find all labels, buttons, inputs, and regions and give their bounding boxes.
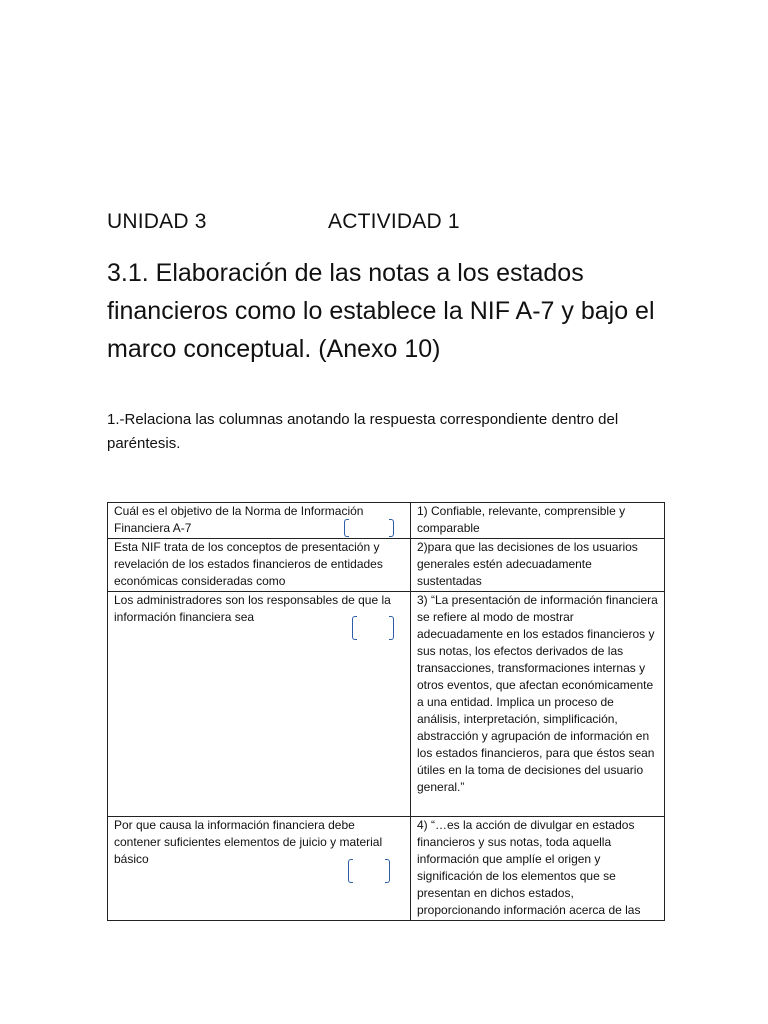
answer-cell bbox=[411, 592, 665, 817]
question-text: Los administradores son los responsables de que la información financiera sea bbox=[114, 593, 391, 624]
table-row bbox=[108, 539, 665, 592]
answer-text: 1) Confiable, relevante, comprensible y comparable bbox=[417, 504, 626, 535]
answer-cell bbox=[411, 817, 665, 921]
question-cell bbox=[108, 503, 411, 539]
question-cell bbox=[108, 817, 411, 921]
answer-parenthesis[interactable] bbox=[344, 519, 394, 535]
answer-cell bbox=[411, 503, 665, 539]
unit-label: UNIDAD 3 bbox=[107, 210, 207, 233]
activity-label: ACTIVIDAD 1 bbox=[328, 210, 460, 233]
matching-table bbox=[107, 502, 665, 921]
answer-parenthesis[interactable] bbox=[348, 859, 390, 881]
answer-cell bbox=[411, 539, 665, 592]
answer-text: 4) “…es la acción de divulgar en estados financieros y sus notas, toda aquella información que amplíe el origen y significación de los elementos que se presentan en dichos estados, proporcionando información acerca de las bbox=[417, 818, 641, 917]
answer-text: 2)para que las decisiones de los usuarios generales estén adecuadamente sustentadas bbox=[417, 540, 638, 588]
question-cell bbox=[108, 539, 411, 592]
question-text: Por que causa la información financiera debe contener suficientes elementos de juicio y material básico bbox=[114, 818, 383, 866]
question-text: Cuál es el objetivo de la Norma de Información Financiera A-7 bbox=[114, 504, 364, 535]
section-title: 3.1. Elaboración de las notas a los estados financieros como lo establece la NIF A-7 y bajo el marco conceptual. (Anexo 10) bbox=[107, 259, 655, 363]
question-text: Esta NIF trata de los conceptos de presentación y revelación de los estados financieros de entidades económicas consideradas como bbox=[114, 540, 383, 588]
answer-text: 3) “La presentación de información financiera se refiere al modo de mostrar adecuadamente en los estados financieros y sus notas, los efectos derivados de las transacciones, transformaciones internas y otros eventos, que afectan económicamente a una entidad. Implica un proceso de análisis, interpretación, simplificación, abstracción y agrupación de información en los estados financieros, para que éstos sean útiles en la toma de decisiones del usuario general.” bbox=[417, 593, 658, 794]
table-row bbox=[108, 592, 665, 817]
answer-parenthesis[interactable] bbox=[352, 616, 394, 638]
table-row bbox=[108, 817, 665, 921]
question-cell bbox=[108, 592, 411, 817]
table-row bbox=[108, 503, 665, 539]
instruction-text: 1.-Relaciona las columnas anotando la respuesta correspondiente dentro del paréntesis. bbox=[107, 411, 619, 452]
